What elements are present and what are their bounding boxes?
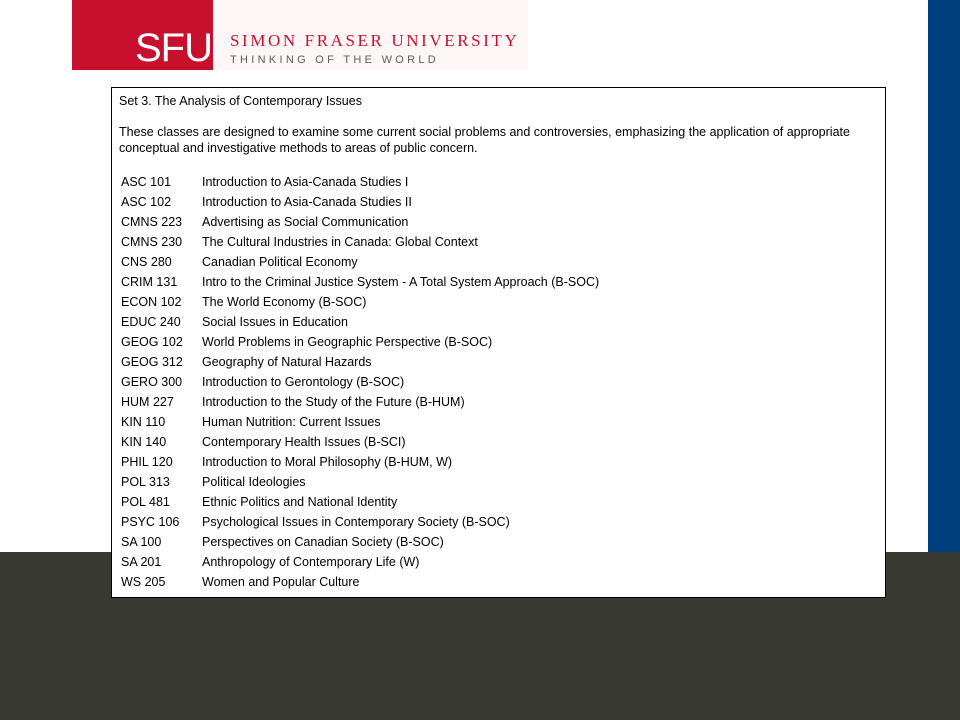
course-title: Anthropology of Contemporary Life (W) [202, 555, 420, 569]
course-row [121, 354, 599, 374]
course-code: ASC 101 [121, 175, 172, 189]
university-name: SIMON FRASER UNIVERSITY [230, 31, 520, 50]
course-title: Geography of Natural Hazards [202, 355, 372, 369]
course-title: Contemporary Health Issues (B-SCI) [202, 435, 406, 449]
course-code: ECON 102 [121, 295, 182, 309]
course-row [121, 534, 599, 554]
course-code: KIN 110 [121, 415, 166, 429]
course-title: Women and Popular Culture [202, 575, 360, 589]
course-title: Political Ideologies [202, 475, 306, 489]
course-title: Introduction to Moral Philosophy (B-HUM, W) [202, 455, 453, 469]
course-row [121, 374, 599, 394]
course-code: CMNS 223 [121, 215, 183, 229]
course-row [121, 414, 599, 434]
course-title: Social Issues in Education [202, 315, 348, 329]
university-tagline: THINKING OF THE WORLD [230, 54, 440, 66]
course-row [121, 434, 599, 454]
course-code: SA 100 [121, 535, 162, 549]
course-code: GEOG 312 [121, 355, 183, 369]
course-code: GERO 300 [121, 375, 183, 389]
course-code: WS 205 [121, 575, 166, 589]
course-title: Introduction to Gerontology (B-SOC) [202, 375, 405, 389]
course-row [121, 474, 599, 494]
course-title: Psychological Issues in Contemporary Society (B-SOC) [202, 515, 510, 529]
course-code: SA 201 [121, 555, 162, 569]
course-title: Introduction to the Study of the Future (B-HUM) [202, 395, 465, 409]
course-title: Advertising as Social Communication [202, 215, 409, 229]
course-row [121, 214, 599, 234]
side-accent-band [928, 0, 960, 552]
course-set-panel [111, 87, 886, 598]
course-row [121, 334, 599, 354]
course-row [121, 314, 599, 334]
course-code: EDUC 240 [121, 315, 181, 329]
course-row [121, 294, 599, 314]
course-title: The World Economy (B-SOC) [202, 295, 367, 309]
set-title: Set 3. The Analysis of Contemporary Issues [119, 94, 362, 108]
course-title: Canadian Political Economy [202, 255, 358, 269]
set-description: These classes are designed to examine some current social problems and controversies, emphasizing the application of appropriate conceptual and investigative methods to areas of public concern. [119, 125, 850, 155]
course-code: CNS 280 [121, 255, 172, 269]
course-code: ASC 102 [121, 195, 172, 209]
course-code: POL 313 [121, 475, 170, 489]
course-code: PHIL 120 [121, 455, 173, 469]
course-row [121, 574, 599, 594]
logo-red-block [72, 0, 213, 70]
course-row [121, 554, 599, 574]
course-row [121, 394, 599, 414]
course-code: POL 481 [121, 495, 170, 509]
course-row [121, 254, 599, 274]
course-title: Human Nutrition: Current Issues [202, 415, 381, 429]
course-title: Introduction to Asia-Canada Studies I [202, 175, 409, 189]
course-row [121, 234, 599, 254]
course-code: HUM 227 [121, 395, 174, 409]
logo-abbreviation: SFU [135, 26, 212, 70]
course-code: PSYC 106 [121, 515, 180, 529]
course-title: The Cultural Industries in Canada: Global Context [202, 235, 478, 249]
course-title: Introduction to Asia-Canada Studies II [202, 195, 412, 209]
course-code: GEOG 102 [121, 335, 183, 349]
course-row [121, 174, 599, 194]
course-title: Perspectives on Canadian Society (B-SOC) [202, 535, 444, 549]
course-row [121, 194, 599, 214]
course-row [121, 514, 599, 534]
course-code: KIN 140 [121, 435, 167, 449]
course-row [121, 454, 599, 474]
university-logo [72, 0, 528, 70]
course-row [121, 494, 599, 514]
course-list [121, 174, 599, 594]
course-title: Intro to the Criminal Justice System - A Total System Approach (B-SOC) [202, 275, 600, 289]
course-row [121, 274, 599, 294]
course-title: World Problems in Geographic Perspective (B-SOC) [202, 335, 493, 349]
course-code: CRIM 131 [121, 275, 178, 289]
course-code: CMNS 230 [121, 235, 183, 249]
course-title: Ethnic Politics and National Identity [202, 495, 398, 509]
